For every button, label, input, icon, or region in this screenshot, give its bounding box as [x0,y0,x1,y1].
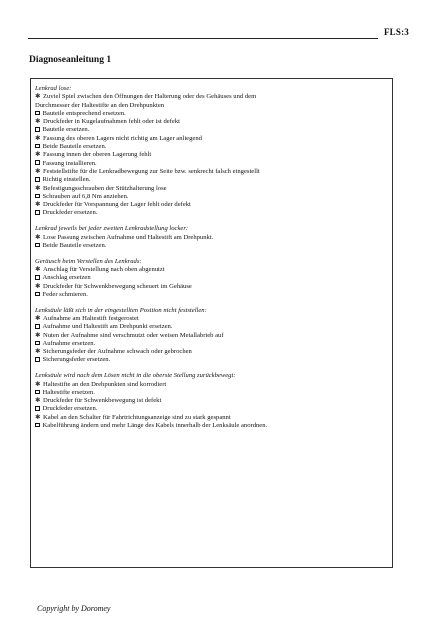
remedy-line [35,356,390,364]
checkbox-square-icon [35,292,40,297]
line-text: Anschlag für Verstellung nach oben abgenutzt [43,265,165,273]
asterisk-icon: ✱ [35,184,41,192]
cause-line [35,283,390,291]
line-text: Bauteile ersetzen. [42,126,90,134]
line-text: Beide Bauteile ersetzen. [42,241,107,249]
asterisk-icon: ✱ [35,380,41,388]
remedy-line [35,110,390,118]
remedy-line [35,323,390,331]
cause-line [35,151,390,159]
cause-line [35,266,390,274]
cause-line [35,135,390,143]
symptom-heading: Geräusch beim Verstellen des Lenkrads: [35,257,142,265]
line-text: Druckfeder für Vorspannung der Lager fehlt oder defekt [43,201,191,209]
remedy-line [35,405,390,413]
cause-line [35,381,390,389]
asterisk-icon: ✱ [35,348,41,356]
diagnosis-section [35,225,390,250]
line-text: Kabel an den Schalter für Fahrtrichtungsanzeige sind zu stark gespannt [43,413,231,421]
checkbox-square-icon [35,194,40,199]
checkbox-square-icon [35,341,40,346]
asterisk-icon: ✱ [35,331,41,339]
line-text: Nuten der Aufnahme sind verschmutzt oder weisen Metallabrieb auf [43,331,224,339]
checkbox-square-icon [35,160,40,165]
cause-line [35,348,390,356]
asterisk-icon: ✱ [35,167,41,175]
remedy-line [35,126,390,134]
line-text: Aufnahme und Haltestift am Drehpunkt ersetzen. [42,323,173,331]
asterisk-icon: ✱ [35,265,41,273]
page-number: FLS:3 [383,27,409,37]
line-text: Befestigungsschrauben der Stützhalterung lose [43,184,167,192]
line-text: Haltestifte an den Drehpunkten sind korrodiert [43,380,167,388]
asterisk-icon: ✱ [35,233,41,241]
remedy-line [35,209,390,217]
sections-container [35,85,390,430]
asterisk-icon: ✱ [35,93,41,101]
checkbox-square-icon [35,390,40,395]
line-text: Kabelführung ändern und mehr Länge des Kabels innerhalb der Lenksäule anordnen. [42,421,268,429]
cause-line [35,201,390,209]
line-text: Feststellstifte für die Lenkradbewegung zur Seite bzw. senkrecht falsch eingestellt [43,167,260,175]
diagnosis-section [35,258,390,299]
remedy-line [35,193,390,201]
line-text: Fassung installieren. [42,159,97,167]
line-text: Druckfeder ersetzen. [42,405,98,413]
remedy-line [35,176,390,184]
cause-line [35,332,390,340]
asterisk-icon: ✱ [35,314,41,322]
header-rule [28,38,378,39]
line-text: Fassung innen der oberen Lagerung fehlt [43,151,152,159]
checkbox-square-icon [35,324,40,329]
checkbox-square-icon [35,127,40,132]
cause-line [35,118,390,126]
asterisk-icon: ✱ [35,413,41,421]
remedy-line [35,422,390,430]
symptom-heading: Lenksäule läßt sich in der eingestellten Position nicht feststellen: [35,306,207,314]
line-text: Beide Bauteile ersetzen. [42,143,107,151]
checkbox-square-icon [35,210,40,215]
line-text: Sicherungsfeder ersetzen. [42,356,111,364]
cause-line [35,397,390,405]
diagnosis-section [35,372,390,430]
checkbox-square-icon [35,406,40,411]
diagnosis-section [35,85,390,218]
line-text: Zuviel Spiel zwischen den Öffnungen der Halterung oder des Gehäuses und dem [43,93,257,101]
asterisk-icon: ✱ [35,151,41,159]
line-text: Druckfeder in Kugelaufnahmen fehlt oder ist defekt [43,118,180,126]
checkbox-square-icon [35,243,40,248]
checkbox-square-icon [35,144,40,149]
checkbox-square-icon [35,177,40,182]
remedy-line [35,242,390,250]
cause-line [35,414,390,422]
remedy-line [35,274,390,282]
remedy-line [35,389,390,397]
checkbox-square-icon [35,111,40,116]
asterisk-icon: ✱ [35,118,41,126]
symptom-heading: Lenkrad lose: [35,85,72,92]
cause-line [35,93,390,101]
line-text: Schrauben auf 6,8 Nm anziehen. [42,192,129,200]
line-text: Sicherungsfeder der Aufnahme schwach oder gebrochen [43,348,192,356]
line-text: Haltestifte ersetzen. [42,388,95,396]
line-text: Aufnahme am Haltestift festgerostet [43,314,139,322]
line-text: Druckfeder für Schwenkbewegung scheuert im Gehäuse [43,282,192,290]
remedy-line [35,291,390,299]
line-text: Feder schmieren. [42,290,88,298]
checkbox-square-icon [35,357,40,362]
checkbox-square-icon [35,275,40,280]
asterisk-icon: ✱ [35,134,41,142]
line-text: Lose Passung zwischen Aufnahme und Haltestift am Drehpunkt. [43,233,214,241]
cause-line [35,168,390,176]
checkbox-square-icon [35,423,40,428]
diagnosis-content [35,85,390,438]
symptom-heading: Lenkrad jeweils bei jeder zweiten Lenkradstellung locker: [35,225,189,233]
asterisk-icon: ✱ [35,397,41,405]
remedy-line [35,340,390,348]
cause-line [35,315,390,323]
line-text: Druckfeder ersetzen. [42,209,98,217]
cause-continuation-line [35,102,390,110]
line-text: Anschlag ersetzen [42,274,91,282]
line-text: Durchmesser der Haltestifte an den Drehpunkten [35,101,165,109]
symptom-heading: Lenksäule wird nach dem Lösen nicht in die oberste Stellung zurückbewegt: [35,372,236,380]
line-text: Richtig einstellen. [42,176,91,184]
line-text: Aufnahme ersetzen. [42,339,96,347]
line-text: Fassung des oberen Lagers nicht richtig am Lager anliegend [43,134,202,142]
diagnosis-section [35,307,390,365]
line-text: Bauteile entsprechend ersetzen. [42,109,126,117]
asterisk-icon: ✱ [35,201,41,209]
line-text: Druckfeder für Schwenkbewegung ist defekt [43,397,162,405]
remedy-line [35,160,390,168]
cause-line [35,185,390,193]
document-title: Diagnoseanleitung 1 [29,55,112,65]
asterisk-icon: ✱ [35,282,41,290]
cause-line [35,234,390,242]
copyright-footer: Copyright by Doromey [37,604,111,613]
